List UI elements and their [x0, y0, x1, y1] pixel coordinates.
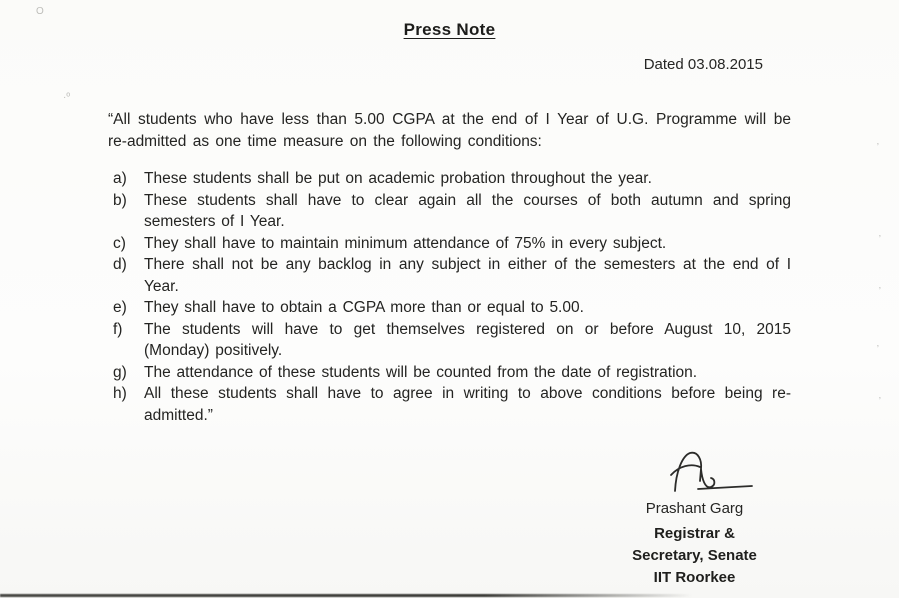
list-item [108, 233, 791, 255]
scan-artifact: ‚ [878, 280, 881, 291]
list-item-label: e) [113, 299, 127, 316]
scan-edge-shadow [0, 594, 692, 597]
list-item [108, 168, 791, 190]
list-item-label: d) [113, 256, 127, 273]
signature-block [602, 448, 787, 589]
list-item-text: These students shall be put on academic probation throughout the year. [144, 170, 652, 187]
signatory-title-1: Registrar & [654, 525, 735, 542]
conditions-list [108, 168, 791, 426]
list-item-text: All these students shall have to agree in writing to above conditions before being re-admitted.” [144, 385, 791, 424]
list-item-text: The students will have to get themselves registered on or before August 10, 2015 (Monday) positively. [144, 320, 791, 359]
list-item-text: They shall have to maintain minimum attendance of 75% in every subject. [144, 234, 667, 252]
page-title: Press Note [403, 20, 496, 39]
scan-artifact: ·º [63, 92, 70, 103]
list-item-text: The attendance of these students will be counted from the date of registration. [144, 363, 698, 381]
signatory-name: Prashant Garg [645, 500, 744, 517]
list-item-label: c) [113, 234, 126, 252]
signature-scribble-icon [662, 448, 754, 498]
list-item-label: h) [113, 385, 127, 402]
list-item-label: a) [113, 170, 127, 187]
scan-artifact: ‚ [876, 338, 879, 349]
list-item [108, 362, 791, 384]
list-item-text: These students shall have to clear again all the courses of both autumn and spring semesters of I Year. [144, 191, 791, 230]
signatory-org: IIT Roorkee [653, 569, 736, 586]
list-item [108, 319, 791, 362]
scan-artifact: ‚ [878, 390, 881, 401]
list-item [108, 383, 791, 426]
document-date: Dated 03.08.2015 [643, 56, 763, 73]
list-item-text: They shall have to obtain a CGPA more than or equal to 5.00. [144, 299, 584, 316]
list-item [108, 190, 791, 233]
list-item-label: g) [113, 363, 127, 381]
list-item [108, 297, 791, 319]
list-item-label: b) [113, 191, 127, 209]
intro-paragraph: “All students who have less than 5.00 CGPA at the end of I Year of U.G. Programme will be re-admitted as one time measure on the following conditions: [108, 111, 791, 150]
title-wrap [108, 20, 791, 40]
scan-artifact: O [36, 6, 44, 17]
list-item-label: f) [113, 320, 123, 338]
signatory-title-2: Secretary, Senate [632, 547, 757, 564]
list-item [108, 254, 791, 297]
scan-artifact: ‚ [878, 228, 881, 239]
list-item-text: There shall not be any backlog in any subject in either of the semesters at the end of I Year. [144, 256, 791, 295]
scan-artifact: ‚ [876, 136, 879, 147]
